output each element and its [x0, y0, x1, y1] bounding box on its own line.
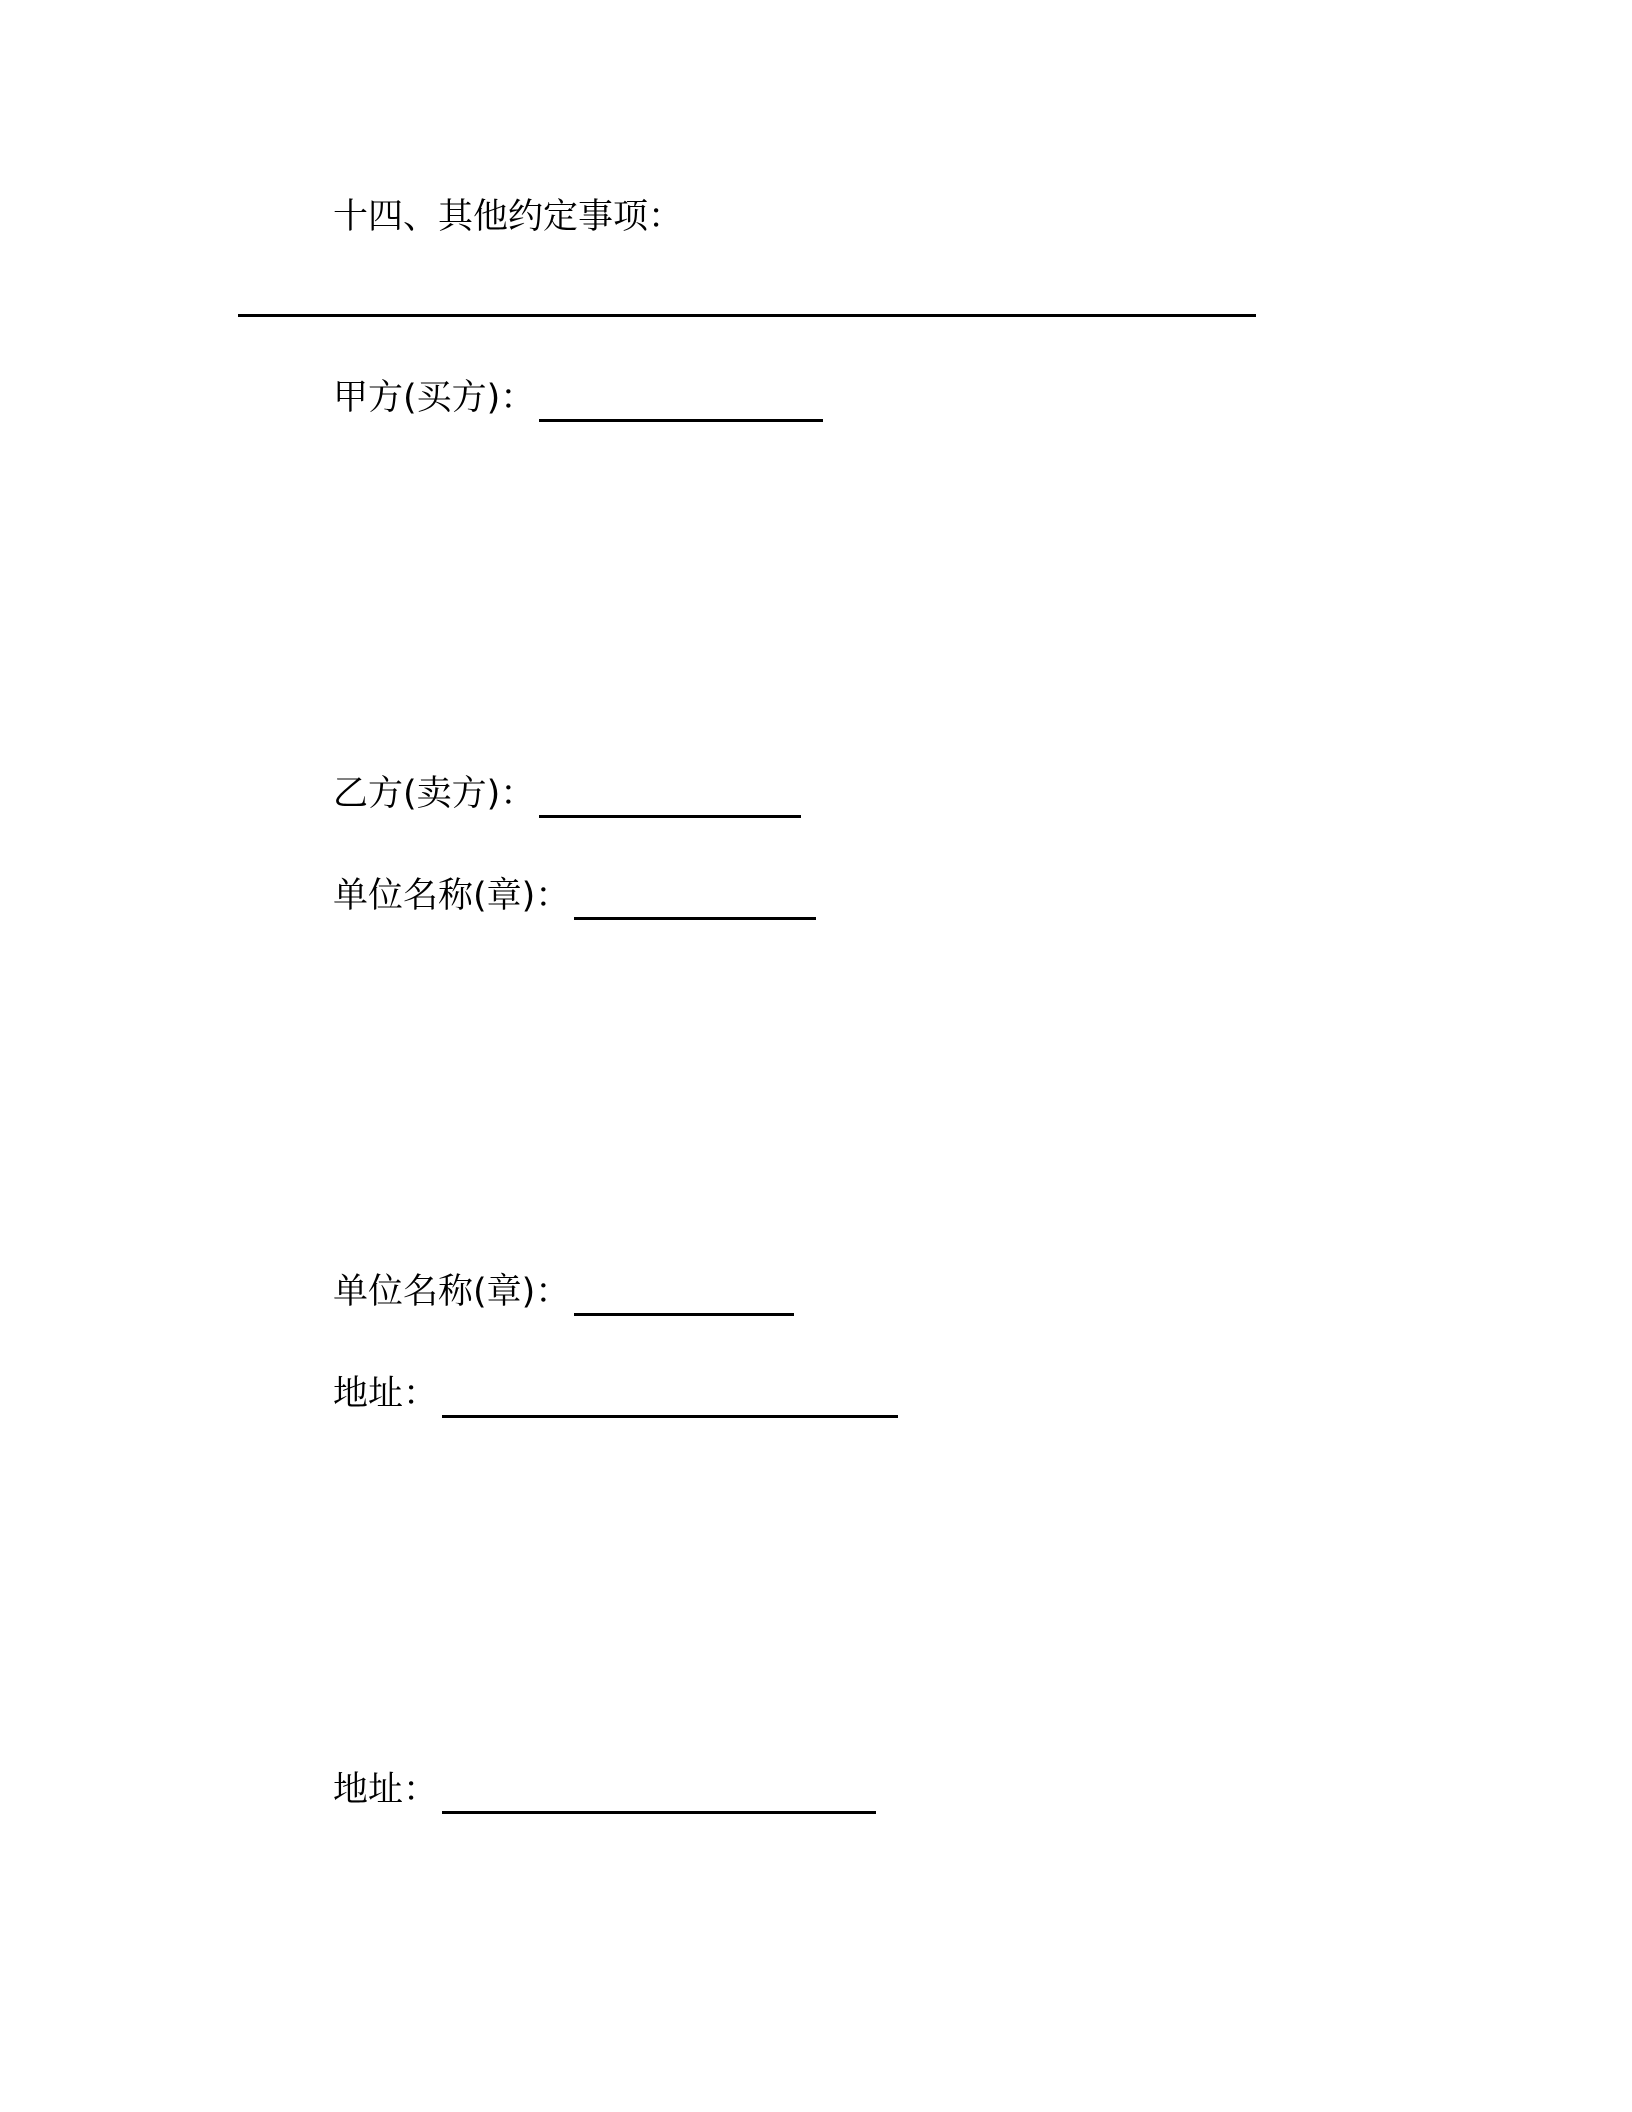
address-label-2: 地址： — [333, 1770, 439, 1810]
address-blank-1[interactable] — [442, 1375, 898, 1418]
other-terms-blank-line[interactable] — [238, 314, 1256, 317]
party-a-blank[interactable] — [539, 379, 823, 422]
party-b-line — [333, 770, 801, 818]
party-b-blank[interactable] — [539, 775, 801, 818]
unit-name-line-2 — [333, 1268, 794, 1316]
unit-name-blank-1[interactable] — [574, 877, 816, 920]
party-b-label: 乙方(卖方)： — [333, 774, 536, 814]
section-heading — [333, 193, 683, 241]
unit-name-label-2: 单位名称(章)： — [333, 1272, 571, 1312]
party-a-label: 甲方(买方)： — [333, 378, 536, 418]
address-line-2 — [333, 1766, 876, 1814]
address-line-1 — [333, 1370, 898, 1418]
unit-name-line-1 — [333, 872, 816, 920]
unit-name-blank-2[interactable] — [574, 1273, 794, 1316]
unit-name-label-1: 单位名称(章)： — [333, 876, 571, 916]
party-a-line — [333, 374, 823, 422]
section-heading-text: 十四、其他约定事项： — [333, 197, 684, 237]
address-label-1: 地址： — [333, 1374, 439, 1414]
address-blank-2[interactable] — [442, 1771, 876, 1814]
